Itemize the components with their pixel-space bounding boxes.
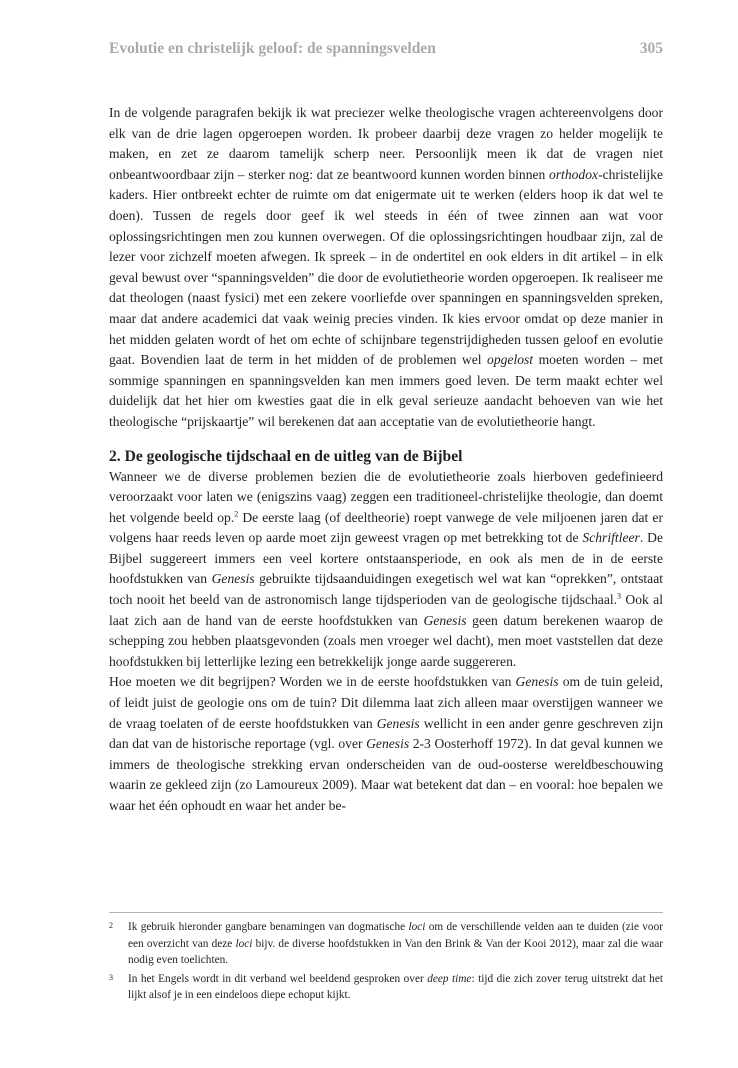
section-paragraph-1 xyxy=(109,467,663,673)
emphasis: orthodox xyxy=(548,166,599,182)
footnote-ref[interactable]: 2 xyxy=(234,509,239,519)
emphasis: Schriftleer xyxy=(582,530,640,546)
section-paragraph-2 xyxy=(109,672,663,816)
text-run: . De Bijbel suggereert immers een veel kortere ontstaansperiode, en ook als men de in de eerste hoofdstukken van xyxy=(109,530,663,587)
emphasis: deep time xyxy=(427,972,472,985)
text-run: In de volgende paragrafen bekijk ik wat preciezer welke theologische vragen achtereenvolgens door elk van de drie lagen opgeroepen worden. Ik probeer daarbij deze vragen zo helder mogelijk te maken, en zet ze daarom tamelijk scherp neer. Persoonlijk meen ik dat de vragen niet onbeantwoordbaar zijn – sterker nog: dat ze beantwoord kunnen worden binnen xyxy=(109,105,663,182)
text-run: Ik gebruik hieronder gangbare benamingen van dogmatische xyxy=(128,921,409,933)
text-run: De eerste laag (of deeltheorie) roept vanwege de vele miljoenen jaren dat er volgens haar reeds leven op aarde moet zijn geweest vragen op met betrekking tot de xyxy=(109,509,663,546)
emphasis: Genesis xyxy=(366,736,410,752)
emphasis: opgelost xyxy=(487,352,534,368)
page-number: 305 xyxy=(639,40,663,57)
emphasis: loci xyxy=(408,921,426,933)
text-run: om de tuin geleid, of leidt juist de geologie ons om de tuin? Dit dilemma laat zich alleen maar overstijgen wanneer we de vraag toelaten of de eerste hoofdstukken van xyxy=(109,674,663,731)
text-run: moeten worden – met sommige spanningen en spanningsvelden kan men immers goed leven. De term maakt echter wel duidelijk dat het hier om kwesties gaat die in elk geval serieuze aandacht behoeven van wie het theologische “prijskaartje” wil berekenen dat aan acceptatie van de evolutietheorie hangt. xyxy=(109,352,663,429)
footnote-3 xyxy=(109,971,663,1004)
emphasis: Genesis xyxy=(515,674,559,690)
running-title: Evolutie en christelijk geloof: de spanningsvelden xyxy=(109,40,436,57)
running-head xyxy=(109,40,663,62)
text-run: gebruikte tijdsaanduidingen exegetisch wel wat kan “oprekken”, ontstaat toch nooit het beeld van de astronomisch lange tijdsperioden van de geologische tijdschaal. xyxy=(109,571,664,608)
body-text xyxy=(109,103,663,817)
text-run: 2-3 Oosterhoff 1972). In dat geval kunnen we immers de theologische strekking ervan onderscheiden van de oud-oosterse wereldbeschouwing waarin ze gekleed zijn (zo Lamoureux 2009). Maar wat betekent dat dan – en vooral: hoe bepalen we waar het één ophoudt en waar het ander be- xyxy=(109,736,663,813)
footnote-2 xyxy=(109,919,663,969)
text-run: Ook al laat zich aan de hand van de eerste hoofdstukken van xyxy=(109,592,663,628)
section-heading: 2. De geologische tijdschaal en de uitleg van de Bijbel xyxy=(109,447,463,465)
text-run: In het Engels wordt in dit verband wel beeldend gesproken over xyxy=(128,972,428,985)
emphasis: Genesis xyxy=(376,715,420,731)
text-run: wellicht in een ander genre geschreven zijn dan dat van de historische reportage (vgl. over xyxy=(109,715,663,752)
text-run: -christelijke kaders. Hier ontbreekt echter de ruimte om dat enigermate uit te werken (elders hoop ik dat wel te doen). Tussen de regels door geef ik wel steeds in één of twee zinnen aan wat voor oplossingsrichtingen men zou kunnen overwegen. Of die oplossingsrichtingen houdbaar zijn, zal de lezer voor zichzelf moeten afwegen. Ik spreek – in de ondertitel en ook elders in dit artikel – in elk geval bewust over “spanningsvelden” die door de evolutietheorie worden opgeroepen. Ik realiseer me dat theologen (naast fysici) met een zekere voorliefde over spanningen en spanningsvelden spreken, maar dat andere academici dat vaak weinig precies vinden. Ik kies ervoor omdat op deze manier in het midden gelaten wordt of het om echte of schijnbare tegenstrijdigheden tussen geloof en evolutie gaat. Bovendien laat de term in het midden of de problemen wel xyxy=(109,166,663,368)
text-run: geen datum berekenen waarop de schepping zou hebben plaatsgevonden (zoals men vroeger wel dacht), men moet vaststellen dat deze hoofdstukken bij letterlijke lezing een betrekkelijk jonge aarde suggereren. xyxy=(109,612,663,669)
emphasis: Genesis xyxy=(423,612,467,628)
emphasis: Genesis xyxy=(211,571,255,587)
footnote-ref[interactable]: 3 xyxy=(617,591,622,601)
footnotes xyxy=(109,912,663,1006)
emphasis: loci xyxy=(235,937,253,950)
footnote-mark: 3 xyxy=(109,972,113,982)
text-run: Hoe moeten we dit begrijpen? Worden we in de eerste hoofdstukken van xyxy=(109,674,516,690)
text-run: bijv. de diverse hoofdstukken in Van den Brink & Van der Kooi 2012), maar zal die waar nodig even toelichten. xyxy=(128,937,663,967)
text-run: Wanneer we de diverse problemen bezien die de evolutietheorie zoals hierboven gedefinieerd veroorzaakt voor laten we (enigszins vaag) zeggen een traditioneel-christelijke theologie, dan doemt het volgende beeld op. xyxy=(109,468,663,525)
intro-paragraph xyxy=(109,103,663,433)
footnote-mark: 2 xyxy=(109,921,113,930)
text-run: : tijd die zich zover terug uitstrekt dat het lijkt alsof je in een eindeloos diepe echoput kijkt. xyxy=(128,972,663,1002)
text-run: om de verschillende velden aan te duiden (zie voor een overzicht van deze xyxy=(128,921,663,950)
